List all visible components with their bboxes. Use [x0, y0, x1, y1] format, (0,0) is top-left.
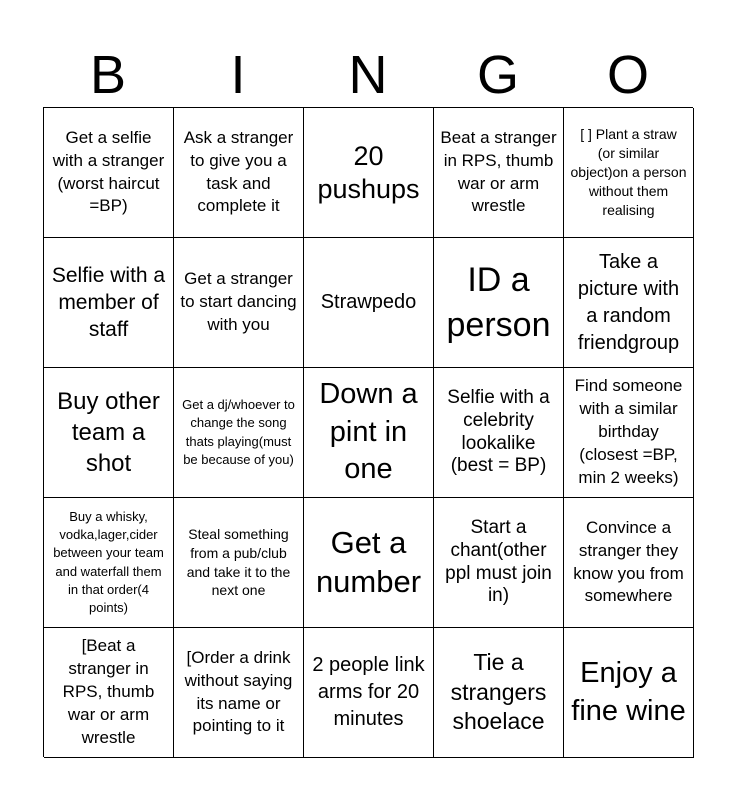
bingo-cell-3-1[interactable]: [44, 368, 174, 498]
bingo-cell-2-4[interactable]: [434, 238, 564, 368]
header-letter-i: I: [230, 45, 246, 105]
bingo-cell-3-5[interactable]: [564, 368, 694, 498]
bingo-cell-1-3[interactable]: [304, 108, 434, 238]
cell-text: Beat a stranger in RPS, thumb war or arm wrestle: [440, 127, 557, 216]
header-letter-o: O: [606, 45, 649, 105]
cell-text: ID a person: [446, 261, 551, 344]
cell-text: Take a picture with a random friendgroup: [577, 250, 680, 354]
cell-text: Steal something from a pub/club and take it to the next one: [186, 525, 291, 599]
bingo-cell-3-2[interactable]: [174, 368, 304, 498]
cell-text: [Order a drink without saying its name or pointing to it: [184, 647, 293, 736]
cell-text: Convince a stranger they know you from somewhere: [573, 517, 684, 606]
bingo-cell-2-1[interactable]: [44, 238, 174, 368]
cell-text: Start a chant(other ppl must join in): [445, 516, 552, 607]
bingo-cell-5-3[interactable]: [304, 628, 434, 758]
cell-text: Get a selfie with a stranger (worst haircut =BP): [52, 127, 165, 216]
bingo-cell-1-1[interactable]: [44, 108, 174, 238]
bingo-cell-3-4[interactable]: [434, 368, 564, 498]
bingo-cell-3-3[interactable]: [304, 368, 434, 498]
cell-text: Enjoy a fine wine: [571, 656, 686, 727]
bingo-cell-5-5[interactable]: [564, 628, 694, 758]
header-letter-b: B: [89, 45, 127, 105]
cell-text: [Beat a stranger in RPS, thumb war or arm wrestle: [62, 636, 155, 747]
bingo-cell-4-3[interactable]: [304, 498, 434, 628]
cell-text: Get a number: [315, 524, 422, 599]
bingo-cell-2-3[interactable]: [304, 238, 434, 368]
bingo-cell-5-1[interactable]: [44, 628, 174, 758]
header-letter-g: G: [476, 45, 519, 105]
cell-text: Find someone with a similar birthday (closest =BP, min 2 weeks): [574, 376, 683, 487]
cell-text: Down a pint in one: [319, 377, 418, 486]
cell-text: [ ] Plant a straw (or similar object)on a person without them realising: [570, 126, 687, 218]
cell-text: Ask a stranger to give you a task and complete it: [183, 127, 294, 216]
bingo-cell-4-5[interactable]: [564, 498, 694, 628]
bingo-grid: [43, 107, 693, 757]
bingo-cell-4-4[interactable]: [434, 498, 564, 628]
bingo-cell-1-2[interactable]: [174, 108, 304, 238]
cell-text: Strawpedo: [320, 291, 417, 313]
bingo-cell-4-1[interactable]: [44, 498, 174, 628]
header-letter-n: N: [348, 45, 388, 105]
bingo-cell-1-4[interactable]: [434, 108, 564, 238]
cell-text: 2 people link arms for 20 minutes: [312, 654, 425, 730]
bingo-cell-5-4[interactable]: [434, 628, 564, 758]
cell-text: Tie a strangers shoelace: [450, 648, 547, 735]
bingo-cell-2-5[interactable]: [564, 238, 694, 368]
cell-text: Selfie with a celebrity lookalike (best = BP): [447, 386, 550, 477]
bingo-cell-5-2[interactable]: [174, 628, 304, 758]
cell-text: Buy a whisky, vodka,lager,cider between your team and waterfall them in that order(4 points): [53, 508, 164, 615]
cell-text: Buy other team a shot: [57, 387, 160, 478]
bingo-header: [43, 44, 693, 106]
cell-text: Get a dj/whoever to change the song thats playing(must be because of you): [182, 397, 295, 467]
cell-text: 20 pushups: [317, 141, 420, 204]
bingo-cell-2-2[interactable]: [174, 238, 304, 368]
cell-text: Get a stranger to start dancing with you: [180, 269, 297, 334]
bingo-cell-1-5[interactable]: [564, 108, 694, 238]
cell-text: Selfie with a member of staff: [51, 263, 166, 342]
bingo-cell-4-2[interactable]: [174, 498, 304, 628]
